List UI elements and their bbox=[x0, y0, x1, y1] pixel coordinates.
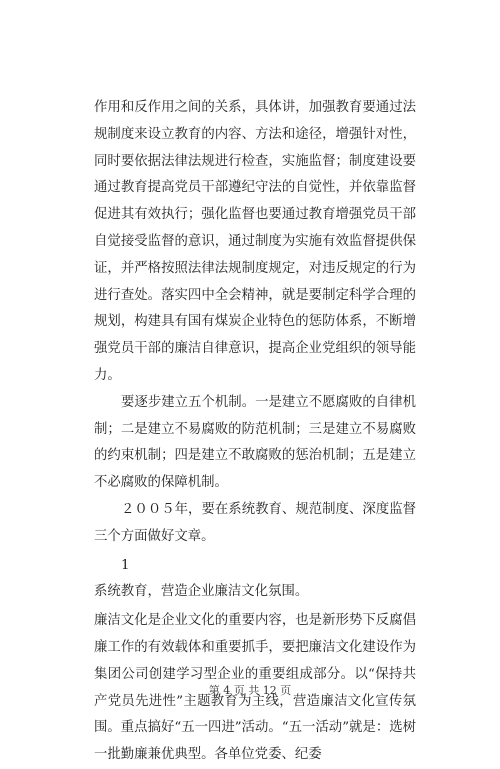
paragraph-3: ２００５年，要在系统教育、规范制度、深度监督三个方面做好文章。 bbox=[94, 501, 416, 544]
page-footer: 第 4 页 共 12 页 bbox=[208, 684, 292, 697]
paragraph-4: 廉洁文化是企业文化的重要内容，也是新形势下反腐倡廉工作的有效载体和重要抓手，要把廉洁文化建设作为集团公司创建学习型企业的重要组成部分。以“保持共产党员先进性”主题教育为主线，营造廉洁文化宣传氛围。重点搞好“五一四进”活动。“五一活动”就是：选树一批勤廉兼优典型。各单位党委、纪委 bbox=[94, 613, 416, 763]
section-heading: 系统教育，营造企业廉洁文化氛围。 bbox=[94, 584, 309, 600]
section-number: 1 bbox=[121, 557, 130, 573]
paragraph-1: 作用和反作用之间的关系，具体讲，加强教育要通过法规制度来设立教育的内容、方法和途径，增强针对性，同时要依据法律法规进行检查，实施监督；制度建设要通过教育提高党员干部遵纪守法的自觉性，并依靠监督促进其有效执行；强化监督也要通过教育增强党员干部自觉接受监督的意识，通过制度为实施有效监督提供保证，并严格按照法律法规制度规定，对违反规定的行为进行查处。落实四中全会精神，就是要制定科学合理的规划，构建具有国有煤炭企业特色的惩防体系，不断增强党员干部的廉洁自律意识，提高企业党组织的领导能力。 bbox=[94, 100, 416, 383]
document-body bbox=[94, 95, 416, 769]
paragraph-2: 要逐步建立五个机制。一是建立不愿腐败的自律机制；二是建立不易腐败的防范机制；三是建立不易腐败的约束机制；四是建立不敢腐败的惩治机制；五是建立不必腐败的保障机制。 bbox=[94, 394, 416, 491]
